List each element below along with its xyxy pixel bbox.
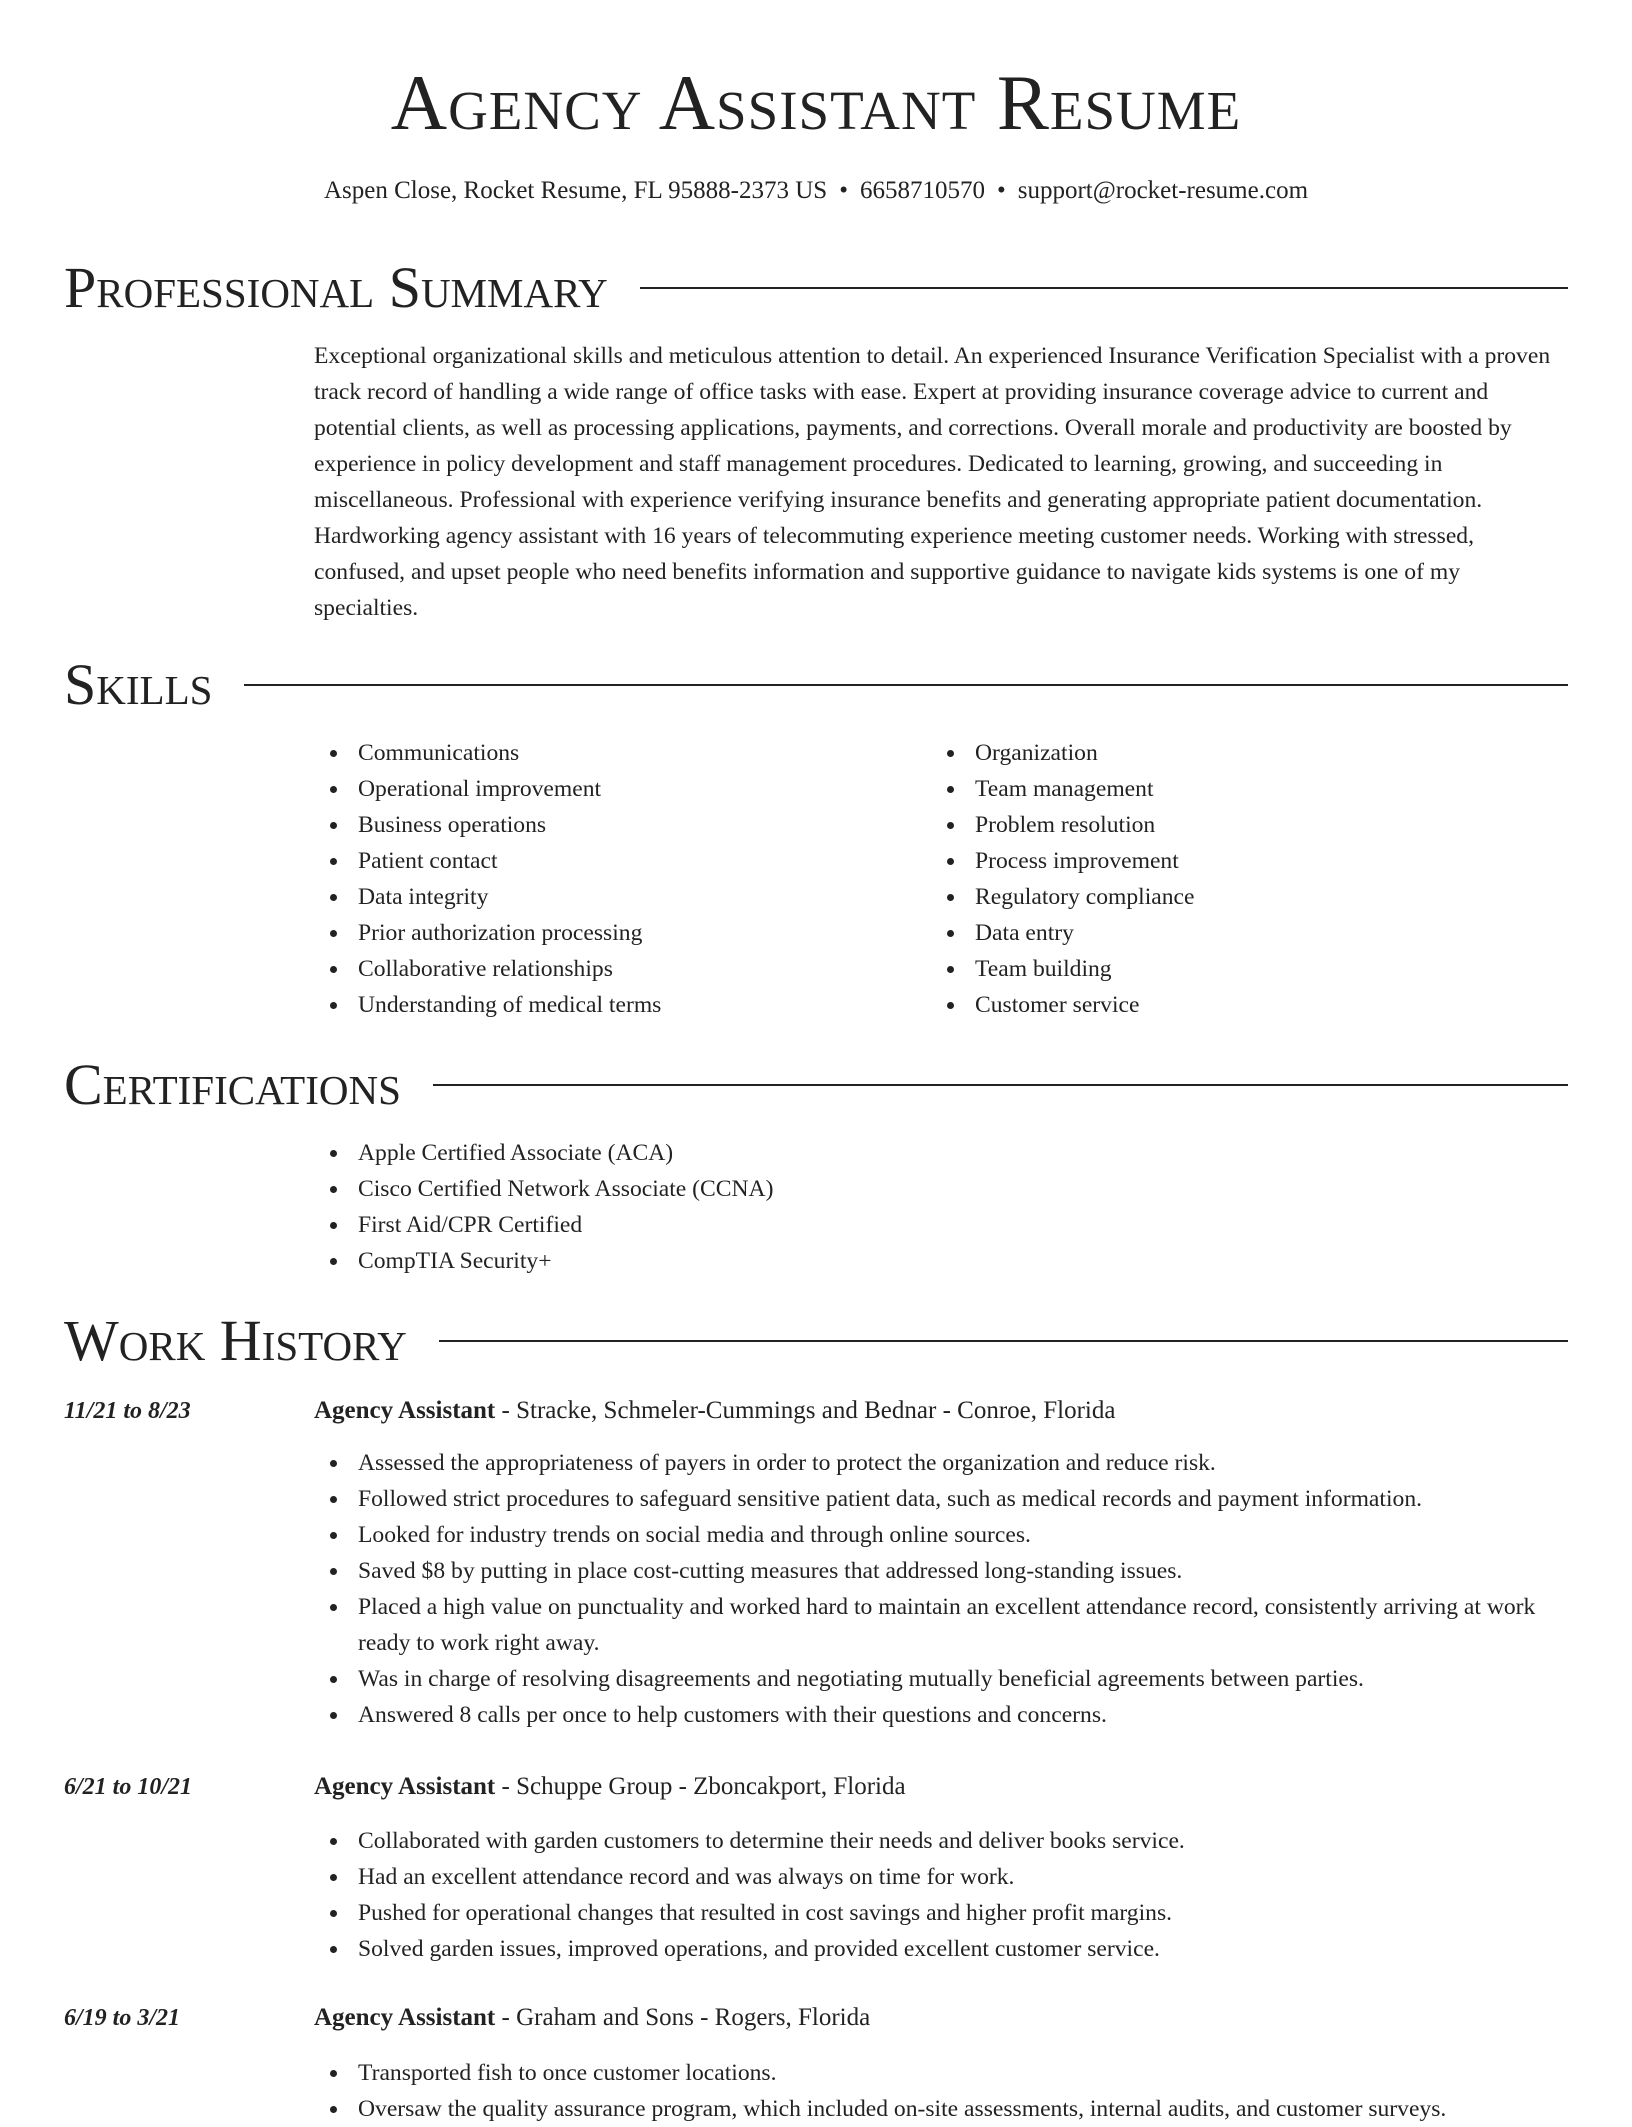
job-employer: - Graham and Sons - Rogers, Florida (495, 2004, 871, 2031)
work-heading: Work History (64, 1308, 407, 1373)
resume-title: Agency Assistant Resume (390, 59, 1242, 146)
job-duty: Looked for industry trends on social media and through online sources. (314, 1517, 1568, 1553)
job-duty: Pushed for operational changes that resulted in cost savings and higher profit margins. (314, 1895, 1568, 1931)
job-employer: - Schuppe Group - Zboncakport, Florida (495, 1773, 906, 1800)
job-duty: Followed strict procedures to safeguard sensitive patient data, such as medical records and payment information. (314, 1481, 1568, 1517)
job-duty: Assessed the appropriateness of payers in order to protect the organization and reduce risk. (314, 1445, 1568, 1481)
job-dates: 6/21 to 10/21 (64, 1774, 193, 1800)
job-duties-list (314, 1445, 1568, 1733)
skills-list-right (931, 735, 1194, 1023)
skill-item: Data entry (931, 915, 1194, 951)
contact-phone[interactable]: 6658710570 (859, 177, 985, 204)
summary-section-header (64, 256, 1568, 320)
skills-section-header (64, 653, 1568, 717)
skill-item: Business operations (314, 807, 661, 843)
summary-heading: Professional Summary (64, 255, 608, 320)
certification-item: Apple Certified Associate (ACA) (314, 1135, 773, 1171)
skills-list-left (314, 735, 661, 1023)
certifications-heading: Certifications (64, 1052, 401, 1117)
section-divider (433, 1084, 1568, 1086)
job-duty: Transported fish to once customer locations. (314, 2055, 1568, 2091)
skill-item: Customer service (931, 987, 1194, 1023)
skill-item: Problem resolution (931, 807, 1194, 843)
skill-item: Operational improvement (314, 771, 661, 807)
certification-item: CompTIA Security+ (314, 1243, 773, 1279)
job-heading (314, 2000, 870, 2036)
job-duty: Solved garden issues, improved operations, and provided excellent customer service. (314, 1931, 1568, 1967)
job-duties-list (314, 1823, 1568, 1967)
contact-separator: • (996, 177, 1006, 204)
skill-item: Patient contact (314, 843, 661, 879)
certification-item: First Aid/CPR Certified (314, 1207, 773, 1243)
section-divider (244, 684, 1568, 686)
skill-item: Data integrity (314, 879, 661, 915)
job-heading (314, 1769, 906, 1805)
job-duty: Was in charge of resolving disagreements and negotiating mutually beneficial agreements between parties. (314, 1661, 1568, 1697)
job-dates: 6/19 to 3/21 (64, 2005, 181, 2031)
skill-item: Prior authorization processing (314, 915, 661, 951)
job-duty: Oversaw the quality assurance program, which included on-site assessments, internal audits, and customer surveys. (314, 2091, 1568, 2127)
work-section-header (64, 1309, 1568, 1373)
contact-email[interactable]: support@rocket-resume.com (1017, 177, 1309, 204)
skill-item: Organization (931, 735, 1194, 771)
summary-text: Exceptional organizational skills and meticulous attention to detail. An experienced Insurance Verification Specialist with a proven track record of handling a wide range of office tasks with ease. Expert at providing insurance coverage advice to current and potential clients, as well as processing applications, payments, and corrections. Overall morale and productivity are boosted by experience in policy development and staff management procedures. Dedicated to learning, growing, and succeeding in miscellaneous. Professional with experience verifying insurance benefits and generating appropriate patient documentation. Hardworking agency assistant with 16 years of telecommuting experience meeting customer needs. Working with stressed, confused, and upset people who need benefits information and supportive guidance to navigate kids systems is one of my specialties. (314, 343, 1551, 621)
job-duty: Collaborated with garden customers to determine their needs and deliver books service. (314, 1823, 1568, 1859)
skill-item: Regulatory compliance (931, 879, 1194, 915)
job-dates: 11/21 to 8/23 (64, 1398, 191, 1424)
section-divider (640, 287, 1568, 289)
job-heading (314, 1393, 1115, 1429)
job-employer: - Stracke, Schmeler-Cummings and Bednar - Conroe, Florida (495, 1397, 1116, 1424)
skill-item: Process improvement (931, 843, 1194, 879)
skills-heading: Skills (64, 652, 213, 717)
job-title: Agency Assistant (314, 1397, 496, 1424)
job-duty: Had an excellent attendance record and was always on time for work. (314, 1859, 1568, 1895)
job-duty: Placed a high value on punctuality and worked hard to maintain an excellent attendance record, consistently arriving at work ready to work right away. (314, 1589, 1568, 1661)
job-duty: Answered 8 calls per once to help customers with their questions and concerns. (314, 1697, 1568, 1733)
skill-item: Collaborative relationships (314, 951, 661, 987)
certifications-list (314, 1135, 773, 1279)
contact-address: Aspen Close, Rocket Resume, FL 95888-2373 US (323, 177, 828, 204)
contact-separator: • (839, 177, 848, 204)
certifications-section-header (64, 1053, 1568, 1117)
skill-item: Team building (931, 951, 1194, 987)
job-duties-list (314, 2055, 1568, 2127)
job-title: Agency Assistant (314, 1773, 496, 1800)
section-divider (439, 1340, 1568, 1342)
certification-item: Cisco Certified Network Associate (CCNA) (314, 1171, 773, 1207)
skill-item: Understanding of medical terms (314, 987, 661, 1023)
skill-item: Communications (314, 735, 661, 771)
job-title: Agency Assistant (314, 2004, 496, 2031)
skill-item: Team management (931, 771, 1194, 807)
contact-line (0, 174, 1632, 208)
job-duty: Saved $8 by putting in place cost-cutting measures that addressed long-standing issues. (314, 1553, 1568, 1589)
